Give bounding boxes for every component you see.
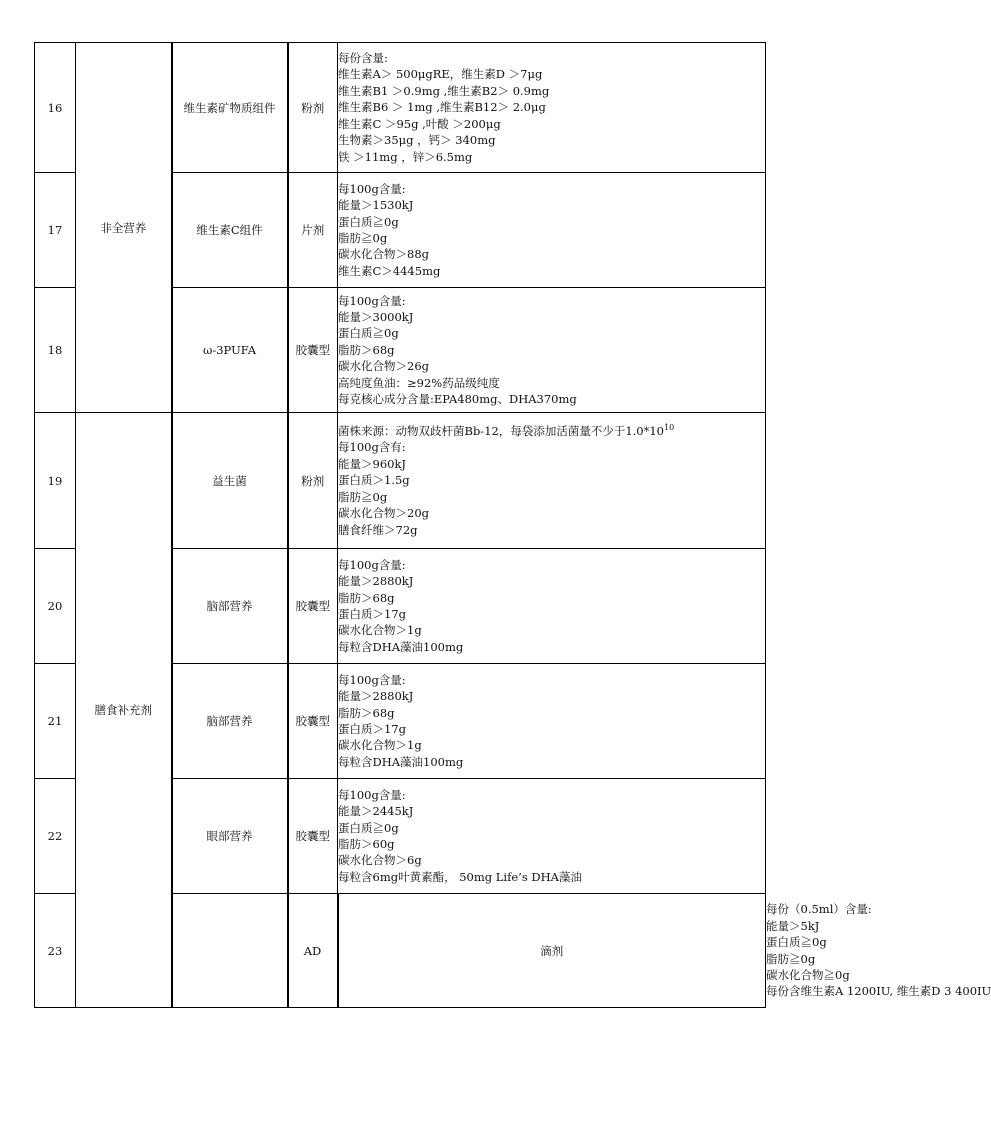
- row-number: 19: [35, 413, 76, 549]
- product-name: ω-3PUFA: [172, 288, 288, 413]
- content-line: 每100g含量:: [338, 557, 406, 572]
- product-name: 脑部营养: [172, 549, 288, 664]
- content-line: 脂肪≧0g: [338, 231, 388, 245]
- dosage-form: 片剂: [288, 173, 338, 288]
- table-row: [35, 43, 766, 173]
- content-line: 脂肪＞68g: [338, 590, 395, 605]
- product-name: 脑部营养: [172, 664, 288, 779]
- content-line-strain: [338, 423, 765, 439]
- content-line: 能量＞3000kJ: [338, 309, 414, 324]
- table-row: 23 AD 滴剂 每份（0.5ml）含量: 能量＞5kJ 蛋白质≧0g 脂肪≧0g 碳水化合物≧0g 每份含维生素A 1200IU, 维生素D 3 400IU: [35, 894, 766, 1008]
- dosage-form: 粉剂: [288, 413, 338, 549]
- content-line: 蛋白质≧0g: [338, 820, 399, 835]
- dosage-form: 胶囊型: [288, 664, 338, 779]
- row-number: 22: [35, 779, 76, 894]
- content-line: 每100g含量:: [338, 293, 406, 308]
- content-line: 维生素A＞ 500μgRE，维生素D ＞7μg: [338, 67, 543, 82]
- category-cell: 非全营养: [76, 43, 172, 413]
- content-line: 碳水化合物＞1g: [338, 623, 422, 638]
- table-row: [35, 413, 766, 549]
- content-line: 碳水化合物＞88g: [338, 247, 429, 262]
- content-line: 维生素C ＞95g ,叶酸 ＞200μg: [338, 116, 501, 131]
- row-number: 23: [35, 894, 76, 1008]
- content-cell: [338, 413, 766, 549]
- content-line: 能量＞1530kJ: [338, 198, 414, 213]
- content-line: 脂肪≧0g: [338, 489, 388, 504]
- product-name: 维生素矿物质组件: [172, 43, 288, 173]
- row-number: 17: [35, 173, 76, 288]
- content-line: 蛋白质＞1.5g: [338, 473, 410, 488]
- content-line: 每粒含DHA藻油100mg: [338, 639, 464, 654]
- row-number: 16: [35, 43, 76, 173]
- category-cell-empty: [172, 894, 288, 1008]
- product-name: 眼部营养: [172, 779, 288, 894]
- exponent: 10: [664, 423, 675, 433]
- content-line: 碳水化合物＞1g: [338, 738, 422, 753]
- content-line: 蛋白质＞17g: [338, 722, 406, 736]
- content-line: 维生素B1 ＞0.9mg ,维生素B2＞ 0.9mg: [338, 83, 550, 98]
- row-number: 18: [35, 288, 76, 413]
- content-line: 每100g含有:: [338, 440, 406, 455]
- content-line: 碳水化合物＞26g: [338, 359, 429, 374]
- row-number: 20: [35, 549, 76, 664]
- content-line: 能量＞2880kJ: [338, 689, 414, 704]
- content-line: 蛋白质≧0g: [338, 214, 399, 229]
- content-line: 脂肪＞60g: [338, 837, 395, 851]
- content-line: 碳水化合物＞20g: [338, 506, 429, 521]
- category-cell: 膳食补充剂: [76, 413, 172, 1008]
- content-line: 能量＞2445kJ: [338, 804, 414, 819]
- dosage-form: 滴剂: [338, 894, 766, 1008]
- content-line: 碳水化合物＞6g: [338, 853, 422, 868]
- content-line: 维生素B6 ＞ 1mg ,维生素B12＞ 2.0μg: [338, 100, 546, 115]
- content-line: 蛋白质≧0g: [338, 326, 399, 341]
- content-line: 每克核心成分含量:EPA480mg、DHA370mg: [338, 392, 577, 407]
- content-line: 每份含量:: [338, 51, 388, 66]
- content-cell: [338, 173, 766, 288]
- dosage-form: 胶囊型: [288, 549, 338, 664]
- content-line: 能量＞2880kJ: [338, 574, 414, 589]
- content-cell: [338, 43, 766, 173]
- content-line: 每粒含6mg叶黄素酯， 50mg Life’s DHA藻油: [338, 869, 582, 884]
- content-cell: [338, 779, 766, 894]
- dosage-form: 粉剂: [288, 43, 338, 173]
- product-name: 维生素C组件: [172, 173, 288, 288]
- product-table: [34, 42, 991, 1008]
- strain-text: 菌株来源：动物双歧杆菌Bb-12，每袋添加活菌量不少于1.0*10: [338, 424, 665, 439]
- content-line: 脂肪＞68g: [338, 705, 395, 720]
- content-line: 能量＞960kJ: [338, 456, 407, 471]
- content-line: 每100g含量:: [338, 787, 406, 802]
- product-name: AD: [288, 894, 338, 1008]
- content-line: 每100g含量:: [338, 672, 406, 687]
- content-line: 高纯度鱼油：≥92%药品级纯度: [338, 375, 500, 390]
- product-name: 益生菌: [172, 413, 288, 549]
- content-line: 铁 ＞11mg ，锌＞6.5mg: [338, 149, 473, 164]
- content-line: 每100g含量:: [338, 181, 406, 196]
- content-line: 生物素＞35μg ，钙＞ 340mg: [338, 133, 496, 148]
- dosage-form: 胶囊型: [288, 779, 338, 894]
- content-line: 脂肪＞68g: [338, 342, 395, 357]
- content-cell: [338, 664, 766, 779]
- content-line: 每粒含DHA藻油100mg: [338, 754, 464, 769]
- content-line: 蛋白质＞17g: [338, 607, 406, 621]
- row-number: 21: [35, 664, 76, 779]
- content-cell: [338, 549, 766, 664]
- content-line: 膳食纤维＞72g: [338, 522, 418, 537]
- content-line: 维生素C＞4445mg: [338, 263, 441, 278]
- dosage-form: 胶囊型: [288, 288, 338, 413]
- content-cell: [338, 288, 766, 413]
